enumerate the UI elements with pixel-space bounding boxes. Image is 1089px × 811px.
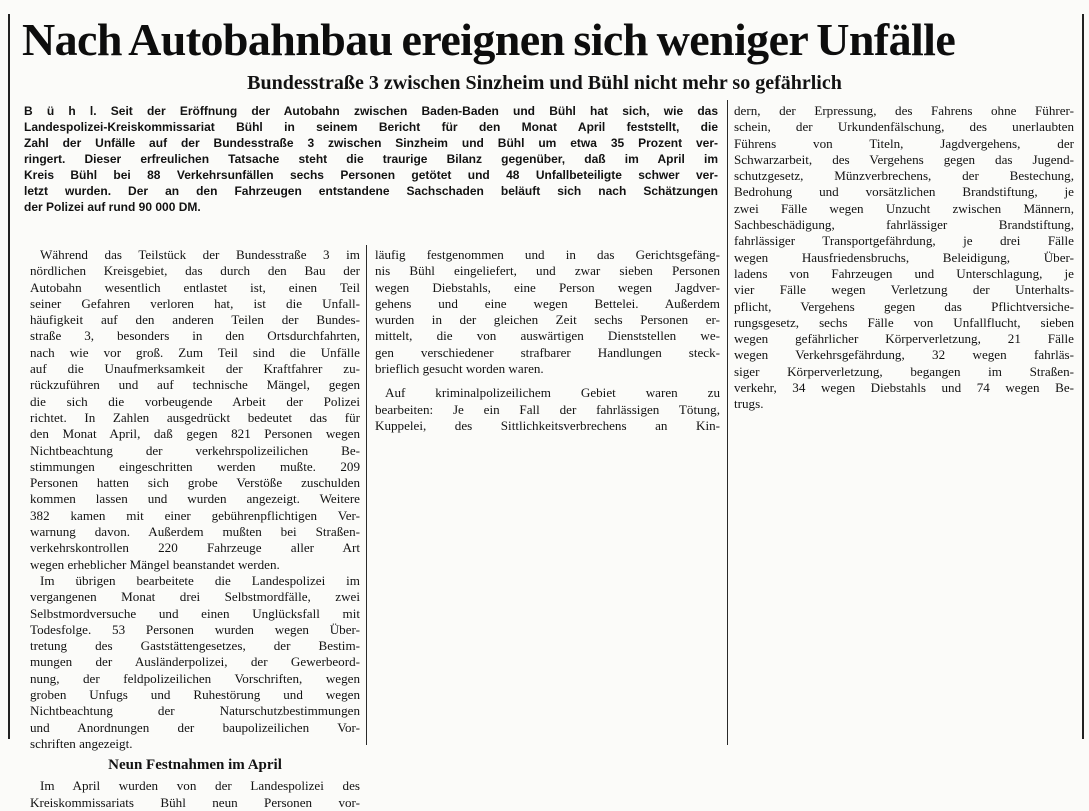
- text-line: Autobahn wesentlich entlastet ist, einen Teil: [30, 279, 360, 295]
- text-line: die sich die vorbeugende Arbeit der Polizei: [30, 393, 360, 409]
- text-line: siger Körperverletzung, begangen im Straßen-: [734, 363, 1074, 379]
- text-line: Führens von Titeln, Jagdvergehens, der: [734, 135, 1074, 151]
- text-line: läufig festgenommen und in das Gerichtsgefäng-: [375, 247, 720, 262]
- text-line: zwei Fälle wegen Unzucht zwischen Männern,: [734, 200, 1074, 216]
- text-line: gehens und eine wegen Bettelei. Außerdem: [375, 295, 720, 311]
- text-line: vier Fälle wegen Verletzung der Unterhalts-: [734, 282, 1074, 298]
- text-line: den Monat April, daß gegen 821 Personen wegen: [30, 426, 360, 442]
- headline: Nach Autobahnbau ereignen sich weniger Unfälle: [22, 14, 956, 65]
- text-line: Schwarzarbeit, des Vergehens gegen das Jugend-: [734, 151, 1074, 167]
- text-line: schutzgesetz, Münzverbrechens, der Bestechung,: [734, 168, 1074, 184]
- text-line: ladens von Fahrzeugen und Unterschlagung, je: [734, 265, 1074, 281]
- page-left-edge: [8, 14, 10, 739]
- text-line: Im April wurden von der Landespolizei des: [40, 778, 360, 794]
- page-right-edge: [1082, 14, 1084, 739]
- body-paragraph: [30, 573, 360, 752]
- text-line: rungsgesetz, sechs Fälle von Unfallflucht, sieben: [734, 314, 1074, 330]
- text-line: auf die Unaufmerksamkeit der Kraftfahrer zu-: [30, 361, 360, 377]
- text-line: mungen der Ausländerpolizei, der Gewerbeord-: [30, 654, 360, 670]
- text-line: B ü h l. Seit der Eröffnung der Autobahn zwischen Baden-Baden und Bühl hat sich, wie das: [24, 104, 718, 118]
- text-line: ringert. Dieser erfreulichen Tatsache steht die traurige Bilanz gegenüber, daß im April im: [24, 152, 718, 166]
- text-line: Kreiskommissariats Bühl neun Personen vor-: [30, 794, 360, 810]
- text-line: Nichtbeachtung der verkehrspolizeilichen Be-: [30, 442, 360, 458]
- section-heading: Neun Festnahmen im April: [108, 757, 282, 774]
- text-line: richtet. In Zahlen ausgedrückt bedeutet das für: [30, 409, 360, 425]
- text-line: nach wie vor groß. Zum Teil sind die Unfälle: [30, 344, 360, 360]
- article-column-1: [30, 247, 360, 811]
- text-line: tretung des Gaststättengesetzes, der Bestim-: [30, 638, 360, 654]
- text-line: Selbstmordversuche und einen Unglücksfall mit: [30, 605, 360, 621]
- text-line: straße 3, besonders in den Ortsdurchfahrten,: [30, 328, 360, 344]
- text-line: vergangenen Monat drei Selbstmordfälle, zwei: [30, 589, 360, 605]
- text-line: nis Bühl eingeliefert, und zwar sieben Personen: [375, 263, 720, 279]
- text-line: Kuppelei, des Sittlichkeitsverbrechens an Kin-: [375, 417, 720, 433]
- text-line: schein, der Urkundenfälschung, des unerlaubten: [734, 119, 1074, 135]
- body-paragraph: [375, 385, 720, 434]
- text-line: verkehr, 34 wegen Diebstahls und 74 wegen Be-: [734, 380, 1074, 396]
- text-line: fahrlässiger Transportgefährdung, je drei Fälle: [734, 233, 1074, 249]
- text-line: 382 kamen mit einer gebührenpflichtigen Ver-: [30, 507, 360, 523]
- text-line: Kreis Bühl bei 88 Verkehrsunfällen sechs Personen getötet und 48 Unfallbeteiligte schwer ver-: [24, 168, 718, 182]
- text-line: Auf kriminalpolizeilichem Gebiet waren zu: [385, 385, 720, 401]
- text-line: wegen erheblicher Mängel beanstandet werden.: [30, 556, 280, 572]
- text-line: gen verschiedener strafbarer Handlungen steck-: [375, 344, 720, 360]
- text-line: schriften angezeigt.: [30, 735, 133, 751]
- text-line: groben Unfugs und Ruhestörung und wegen: [30, 687, 360, 703]
- text-line: Todesfolge. 53 Personen wurden wegen Über-: [30, 621, 360, 637]
- column-rule-3: [727, 100, 728, 745]
- text-line: der Polizei auf rund 90 000 DM.: [24, 200, 201, 214]
- text-line: Landespolizei-Kreiskommissariat Bühl in seinem Bericht für den Monat April feststellt, die: [24, 120, 718, 134]
- text-line: verkehrskontrollen 220 Fahrzeuge aller Art: [30, 540, 360, 556]
- body-paragraph: [30, 247, 360, 573]
- text-line: wegen gefährlicher Körperverletzung, 21 Fälle: [734, 331, 1074, 347]
- article-column-2: [375, 247, 720, 434]
- article-column-3: [734, 103, 1074, 413]
- text-line: seiner Gefahren verloren hat, ist die Unfall-: [30, 295, 360, 311]
- text-line: stimmungen eingeschritten werden mußte. 209: [30, 458, 360, 474]
- text-line: nung, der feldpolizeilichen Vorschriften, wegen: [30, 670, 360, 686]
- text-line: trugs.: [734, 396, 764, 412]
- text-line: Sachbeschädigung, fahrlässiger Brandstiftung,: [734, 217, 1074, 233]
- text-line: wegen Hausfriedensbruchs, Beleidigung, Über-: [734, 249, 1074, 265]
- text-line: wegen Verkehrsgefährdung, 32 wegen fahrläs-: [734, 347, 1074, 363]
- text-line: brieflich gesucht worden waren.: [375, 361, 544, 377]
- text-line: mittelt, die von auswärtigen Dienststellen we-: [375, 328, 720, 344]
- text-line: Personen hatten sich grobe Verstöße zuschulden: [30, 475, 360, 491]
- text-line: pflicht, Vergehens gegen das Pflichtversiche-: [734, 298, 1074, 314]
- text-line: Bedrohung und vorsätzlichen Brandstiftung, je: [734, 184, 1074, 200]
- text-line: häufigkeit auf den anderen Teilen der Bundes-: [30, 312, 360, 328]
- text-line: wegen Diebstahls, eine Person wegen Jagdver-: [375, 279, 720, 295]
- column-rule-2: [366, 245, 367, 745]
- text-line: warnung davon. Außerdem mußten bei Straßen-: [30, 524, 360, 540]
- body-paragraph: [734, 103, 1074, 413]
- text-line: wurden in der gleichen Zeit sechs Personen er-: [375, 312, 720, 328]
- body-paragraph: [30, 778, 360, 811]
- text-line: Im übrigen bearbeitete die Landespolizei im: [40, 572, 360, 588]
- text-line: und Anordnungen der baupolizeilichen Vor-: [30, 719, 360, 735]
- text-line: letzt wurden. Der an den Fahrzeugen entstandene Sachschaden beläuft sich nach Schätzungen: [24, 184, 718, 198]
- body-paragraph: [375, 247, 720, 377]
- lede-paragraph: [24, 103, 718, 215]
- subheadline: Bundesstraße 3 zwischen Sinzheim und Bühl nicht mehr so gefährlich: [247, 72, 842, 94]
- text-line: Zahl der Unfälle auf der Bundesstraße 3 zwischen Sinzheim und Bühl um etwa 35 Prozent ver-: [24, 136, 718, 150]
- text-line: nördlichen Kreisgebiet, das durch den Bau der: [30, 263, 360, 279]
- text-line: kommen lassen und wurden angezeigt. Weitere: [30, 491, 360, 507]
- text-line: rückzuführen und auf technische Mängel, gegen: [30, 377, 360, 393]
- text-line: Während das Teilstück der Bundesstraße 3 im: [40, 247, 360, 262]
- text-line: Nichtbeachtung der Naturschutzbestimmungen: [30, 703, 360, 719]
- text-line: bearbeiten: Je ein Fall der fahrlässigen Tötung,: [375, 401, 720, 417]
- text-line: dern, der Erpressung, des Fahrens ohne Führer-: [734, 103, 1074, 118]
